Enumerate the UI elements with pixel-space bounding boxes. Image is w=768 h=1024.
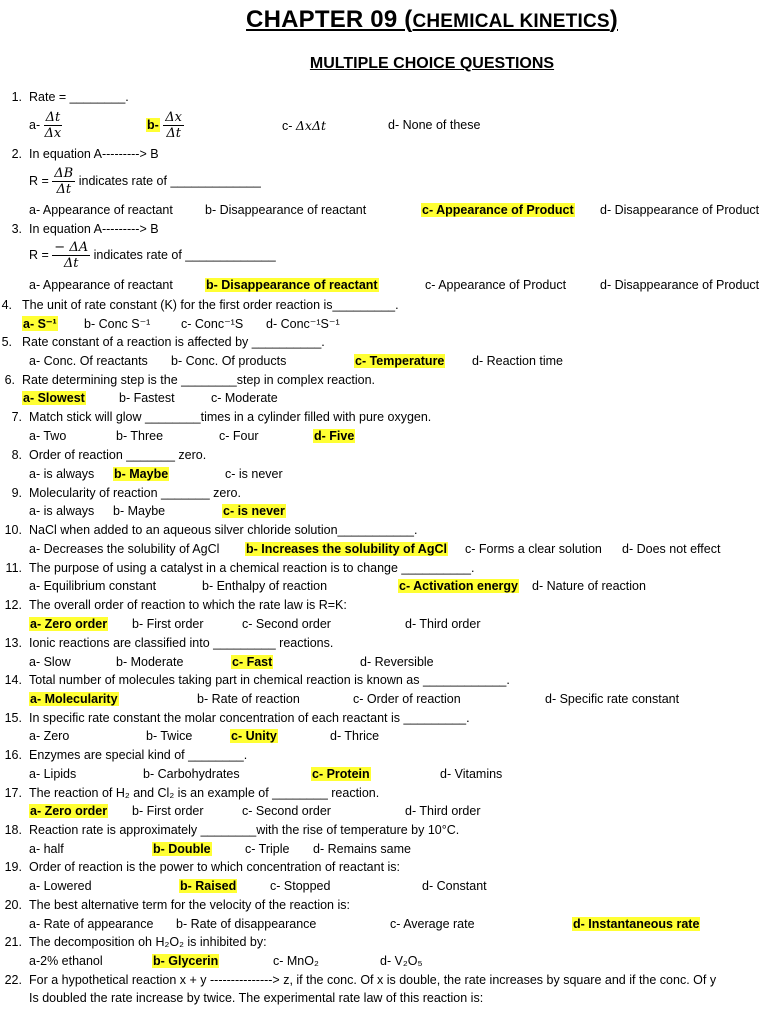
option-b: b- First order xyxy=(132,804,204,818)
option-c-correct: c- is never xyxy=(223,504,285,518)
question-number: 17. xyxy=(4,786,22,800)
option-b: b- Moderate xyxy=(116,655,184,669)
option-c-correct: c- Fast xyxy=(232,655,273,669)
option-c: c- Conc⁻¹S xyxy=(181,317,244,331)
fraction-db-dt: $\frac{\Delta B}{\Delta t}$ xyxy=(54,166,74,197)
question-text: For a hypothetical reaction x + y ---------------> z, if the conc. Of x is double, the rate increases by square and if the conc. Of y xyxy=(29,973,717,987)
option-a: a- Decreases the solubility of AgCl xyxy=(29,542,220,556)
option-c-correct: c- Unity xyxy=(231,729,277,743)
option-c: c- Average rate xyxy=(390,917,475,931)
question-text: NaCl when added to an aqueous silver chloride solution___________. xyxy=(29,523,418,537)
option-c: c- is never xyxy=(225,467,283,481)
option-a: a- Two xyxy=(29,429,67,443)
question-text: Ionic reactions are classified into _________ reactions. xyxy=(29,636,334,650)
option-b-correct: b- Increases the solubility of AgCl xyxy=(246,542,447,556)
question-number: 22. xyxy=(4,973,22,987)
option-d: d- Nature of reaction xyxy=(532,579,646,593)
option-a: a- Appearance of reactant xyxy=(29,203,173,217)
question-text: In equation A---------> B xyxy=(29,222,159,236)
question-number: 19. xyxy=(4,860,22,874)
option-b: b- First order xyxy=(132,617,204,631)
option-b: b- Enthalpy of reaction xyxy=(202,579,328,593)
option-d: d- Remains same xyxy=(313,842,411,856)
option-a-correct: a- S⁻¹ xyxy=(23,317,57,331)
option-d: d- Conc⁻¹S⁻¹ xyxy=(266,317,340,331)
option-a: a- Rate of appearance xyxy=(29,917,154,931)
option-a: a- is always xyxy=(29,467,95,481)
option-b: b- Three xyxy=(116,429,164,443)
option-d-correct: d- Five xyxy=(314,429,355,443)
option-b: b- Rate of disappearance xyxy=(176,917,317,931)
question-text: Order of reaction is the power to which concentration of reactant is: xyxy=(29,860,401,874)
option-c-correct: c- Temperature xyxy=(355,354,445,368)
question-number: 21. xyxy=(4,935,22,949)
option-d: d- Reaction time xyxy=(472,354,564,368)
question-number: 16. xyxy=(4,748,22,762)
option-a: a- is always xyxy=(29,504,95,518)
option-b: b- Conc. Of products xyxy=(171,354,287,368)
option-d: d- Third order xyxy=(405,804,481,818)
fraction-neg-da-dt: $\frac{- \Delta A}{\Delta t}$ xyxy=(54,240,89,271)
question-text: The reaction of H₂ and Cl₂ is an example of ________ reaction. xyxy=(29,786,380,800)
option-c: c- Four xyxy=(219,429,259,443)
option-b: b- Rate of reaction xyxy=(197,692,300,706)
question-text: The overall order of reaction to which the rate law is R=K: xyxy=(29,598,347,612)
question-text: The decomposition oh H₂O₂ is inhibited by: xyxy=(29,935,267,949)
option-b: b- Twice xyxy=(146,729,193,743)
option-a: a- Zero xyxy=(29,729,70,743)
option-d: d- Reversible xyxy=(360,655,434,669)
option-c-correct: c- Activation energy xyxy=(399,579,519,593)
option-a: a-2% ethanol xyxy=(29,954,103,968)
option-d: d- Specific rate constant xyxy=(545,692,680,706)
question-number: 12. xyxy=(4,598,22,612)
option-b-correct: b- Disappearance of reactant xyxy=(206,278,378,292)
option-a: a- Lowered xyxy=(29,879,92,893)
question-text: Rate determining step is the ________step in complex reaction. xyxy=(22,373,375,387)
option-c-correct: c- Protein xyxy=(312,767,370,781)
option-b-correct: b- Raised xyxy=(180,879,237,893)
question-number: 14. xyxy=(4,673,22,687)
question-text: In equation A---------> B xyxy=(29,147,159,161)
rate-expression: R = $\frac{- \Delta A}{\Delta t}$ indicates rate of _____________ xyxy=(29,240,276,271)
question-number: 20. xyxy=(4,898,22,912)
question-number: 18. xyxy=(4,823,22,837)
option-a: a- Slow xyxy=(29,655,71,669)
question-text: Enzymes are special kind of ________. xyxy=(29,748,248,762)
option-d: d- Thrice xyxy=(330,729,380,743)
question-text: Total number of molecules taking part in chemical reaction is known as ____________. xyxy=(29,673,510,687)
question-text: Order of reaction _______ zero. xyxy=(29,448,207,462)
option-b-correct: b- Glycerin xyxy=(153,954,219,968)
option-c: c- Forms a clear solution xyxy=(465,542,602,556)
question-number: 9. xyxy=(11,486,22,500)
question-number: 1. xyxy=(11,90,22,104)
chapter-title: CHAPTER 09 (CHEMICAL KINETICS) xyxy=(246,6,618,33)
option-c: c- MnO₂ xyxy=(273,954,319,968)
option-c: c- ΔxΔt xyxy=(282,118,327,133)
question-number: 11. xyxy=(5,561,22,575)
question-number: 10. xyxy=(4,523,22,537)
option-c: c- Second order xyxy=(242,804,331,818)
question-number: 3. xyxy=(11,222,22,236)
option-c: c- Appearance of Product xyxy=(425,278,567,292)
question-text: Rate constant of a reaction is affected by __________. xyxy=(22,335,325,349)
option-c-correct: c- Appearance of Product xyxy=(422,203,574,217)
section-subtitle: MULTIPLE CHOICE QUESTIONS xyxy=(309,55,555,72)
option-d: d- Disappearance of Product xyxy=(600,203,760,217)
option-d: d- Does not effect xyxy=(622,542,721,556)
option-a-correct: a- Zero order xyxy=(30,804,108,818)
question-text: The purpose of using a catalyst in a chemical reaction is to change __________. xyxy=(29,561,475,575)
fraction-dt-dx: $\frac{\Delta t}{\Delta x}$ xyxy=(44,110,62,141)
option-d: d- Constant xyxy=(422,879,487,893)
option-a: a- Conc. Of reactants xyxy=(29,354,148,368)
question-text: Match stick will glow ________times in a cylinder filled with pure oxygen. xyxy=(29,410,432,424)
option-a: a- Lipids xyxy=(29,767,77,781)
option-a-correct: a- Zero order xyxy=(30,617,108,631)
question-number: 15. xyxy=(4,711,22,725)
question-number: 4. xyxy=(1,298,12,312)
question-number: 6. xyxy=(4,373,15,387)
option-c: c- Second order xyxy=(242,617,331,631)
option-a-correct: a- Slowest xyxy=(23,391,85,405)
option-b-correct: b- Double xyxy=(153,842,211,856)
option-c: c- Moderate xyxy=(211,391,278,405)
option-d: d- Vitamins xyxy=(440,767,503,781)
option-b-correct: b- $\frac{\Delta x}{\Delta t}$ xyxy=(147,110,183,141)
option-d: d- V₂O₅ xyxy=(380,954,423,968)
option-a: a- half xyxy=(29,842,64,856)
option-d-correct: d- Instantaneous rate xyxy=(573,917,700,931)
question-text: In specific rate constant the molar concentration of each reactant is _________. xyxy=(29,711,470,725)
option-a: a- Equilibrium constant xyxy=(29,579,157,593)
option-a-correct: a- Molecularity xyxy=(30,692,118,706)
question-text: Reaction rate is approximately ________with the rise of temperature by 10°C. xyxy=(29,823,460,837)
option-b-correct: b- Maybe xyxy=(114,467,169,481)
option-b: b- Conc S⁻¹ xyxy=(84,317,151,331)
option-b: b- Carbohydrates xyxy=(143,767,240,781)
question-number: 5. xyxy=(1,335,12,349)
question-text: Rate = ________. xyxy=(29,90,129,104)
question-text: The unit of rate constant (K) for the first order reaction is_________. xyxy=(22,298,399,312)
question-number: 13. xyxy=(4,636,22,650)
option-d: d- Third order xyxy=(405,617,481,631)
question-number: 7. xyxy=(11,410,22,424)
question-number: 8. xyxy=(11,448,22,462)
option-d: d- Disappearance of Product xyxy=(600,278,760,292)
option-a: a- Appearance of reactant xyxy=(29,278,173,292)
option-c: c- Order of reaction xyxy=(353,692,461,706)
rate-expression: R = $\frac{\Delta B}{\Delta t}$ indicates rate of _____________ xyxy=(29,166,261,197)
option-c: c- Triple xyxy=(245,842,290,856)
option-b: b- Fastest xyxy=(119,391,175,405)
question-22-continued: Is doubled the rate increase by twice. The experimental rate law of this reaction is: xyxy=(29,991,484,1005)
option-b: b- Maybe xyxy=(113,504,166,518)
option-c: c- Stopped xyxy=(270,879,331,893)
option-d: d- None of these xyxy=(388,118,481,132)
fraction-dx-dt: $\frac{\Delta x}{\Delta t}$ xyxy=(165,110,183,141)
option-a: a- $\frac{\Delta t}{\Delta x}$ xyxy=(29,110,62,141)
question-text: Molecularity of reaction _______ zero. xyxy=(29,486,241,500)
question-number: 2. xyxy=(11,147,22,161)
question-text: The best alternative term for the velocity of the reaction is: xyxy=(29,898,350,912)
option-b: b- Disappearance of reactant xyxy=(205,203,367,217)
